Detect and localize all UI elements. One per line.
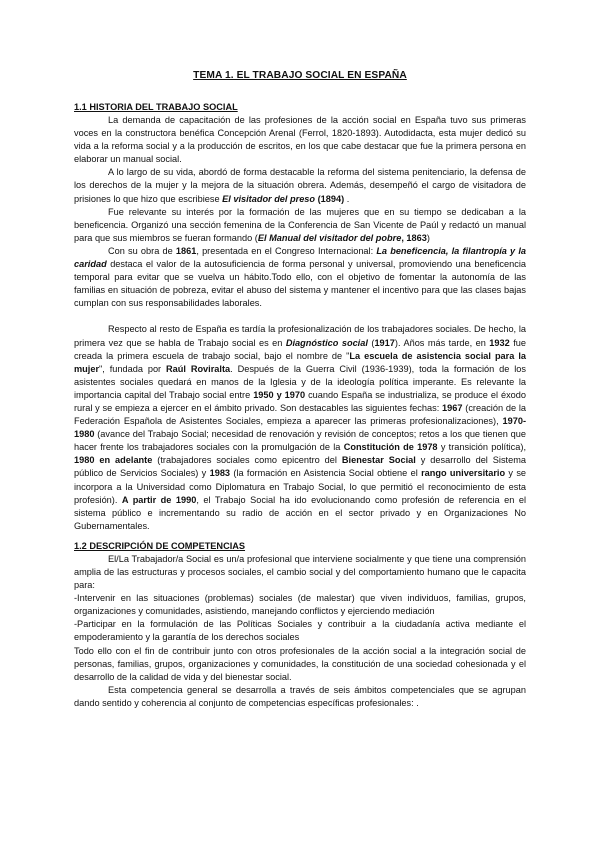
paragraph-competencies-general: Esta competencia general se desarrolla a través de seis ámbitos competenciales que se agrupan dando sentido y coherencia al conjunto de competencias específicas profesionales: . (74, 684, 526, 708)
paragraph-arenal-reform: A lo largo de su vida, abordó de forma destacable la reforma del sistema penitenciario, la defensa de los derechos de la mujer y la mejora de la situación obrera. Además, desempeñó el cargo de visitadora de prisiones lo que hizo que escribiese El visitador del preso (1894) . (74, 167, 526, 204)
paragraph-competencies-intro: El/La Trabajador/a Social es un/a profesional que interviene socialmente y que tiene una comprensión amplia de las estructuras y procesos sociales, el cambio social y del comportamiento humano que le capacita para: (74, 553, 526, 591)
section-heading-history: 1.1 HISTORIA DEL TRABAJO SOCIAL (74, 102, 238, 112)
paragraph-arenal-1861: Con su obra de 1861, presentada en el Congreso Internacional: La beneficencia, la filantropía y la caridad destaca el valor de la autosuficiencia de forma personal y universal, promoviendo una beneficencia temporal para evitar que se vuelva un hábito.Todo ello, con el objetivo de fomentar la autonomía de las familias en situación de pobreza, evitar el abuso del sistema y mantener el incentivo para que las clases bajas cumplan con sus responsabilidades laborales. (74, 245, 526, 309)
paragraph-competencies-goal: Todo ello con el fin de contribuir junto con otros profesionales de la acción social a la integración social de personas, familias, grupos, organizaciones y comunidades, la constitución de una sociedad cohesionada y el desarrollo de la calidad de vida y del bienestar social. (74, 645, 526, 682)
paragraph-arenal-intro: La demanda de capacitación de las profesiones de la acción social en España tuvo sus primeras voces en la constructora benéfica Concepción Arenal (Ferrol, 1820-1893). Autodidacta, esta mujer dedicó su vida a la reforma social y a la producción de escritos, en los que cabe destacar que fue la primera persona en elaborar un manual social. (74, 115, 526, 165)
document-title: TEMA 1. EL TRABAJO SOCIAL EN ESPAÑA (193, 70, 407, 81)
list-item-participate: -Participar en la formulación de las Políticas Sociales y contribuir a la ciudadanía activa mediante el empoderamiento y la garantía de los derechos sociales (74, 619, 526, 643)
list-item-intervene: -Intervenir en las situaciones (problemas) sociales (de malestar) que viven individuos, familias, grupos, organizaciones y comunidades, asistiendo, manejando conflictos y ejerciendo mediación (74, 593, 526, 617)
paragraph-arenal-women: Fue relevante su interés por la formación de las mujeres que en su tiempo se dedicaban a la beneficencia. Organizó una sección femenina de la Conferencia de San Vicente de Paúl y redactó un manual para que sus miembros se fueran formando (El Manual del visitador del pobre, 1863) (74, 206, 526, 243)
section-heading-competencies: 1.2 DESCRIPCIÓN DE COMPETENCIAS (74, 540, 246, 551)
paragraph-professionalization: Respecto al resto de España es tardía la profesionalización de los trabajadores sociales. De hecho, la primera vez que se habla de Trabajo social es en Diagnóstico social (1917). Años más tarde, en 1932 fue creada la primera escuela de trabajo social, bajo el nombre de "La escuela de asistencia social para la mujer", fundada por Raúl Roviralta. Después de la Guerra Civil (1936-1939), toda la formación de los asistentes sociales quedará en manos de la Iglesia y de la ideología política imperante. Es relevante la importancia capital del Trabajo social entre 1950 y 1970 cuando España se industrializa, se produce el éxodo rural y se empieza a ejercer en el ámbito privado. Son destacables las siguientes fechas: 1967 (creación de la Federación Española de Asistentes Sociales, empieza a aparecer las primeras profesionalizaciones), 1970-1980 (avance del Trabajo Social; necesidad de renovación y revisión de conceptos; retos a los que tienen que hacer frente los trabajadores sociales con la promulgación de la Constitución de 1978 y transición política), 1980 en adelante (trabajadores sociales como epicentro del Bienestar Social y desarrollo del Sistema público de Servicios Sociales) y 1983 (la formación en Asistencia Social obtiene el rango universitario y se incorpora a la Universidad como Diplomatura en Trabajo Social, lo que permitió el reconocimiento de esta profesión). A partir de 1990, el Trabajo Social ha ido evolucionando como profesión de referencia en el sistema público e incrementando su radio de acción en el sector privado y en Organizaciones No Gubernamentales. (74, 324, 527, 531)
